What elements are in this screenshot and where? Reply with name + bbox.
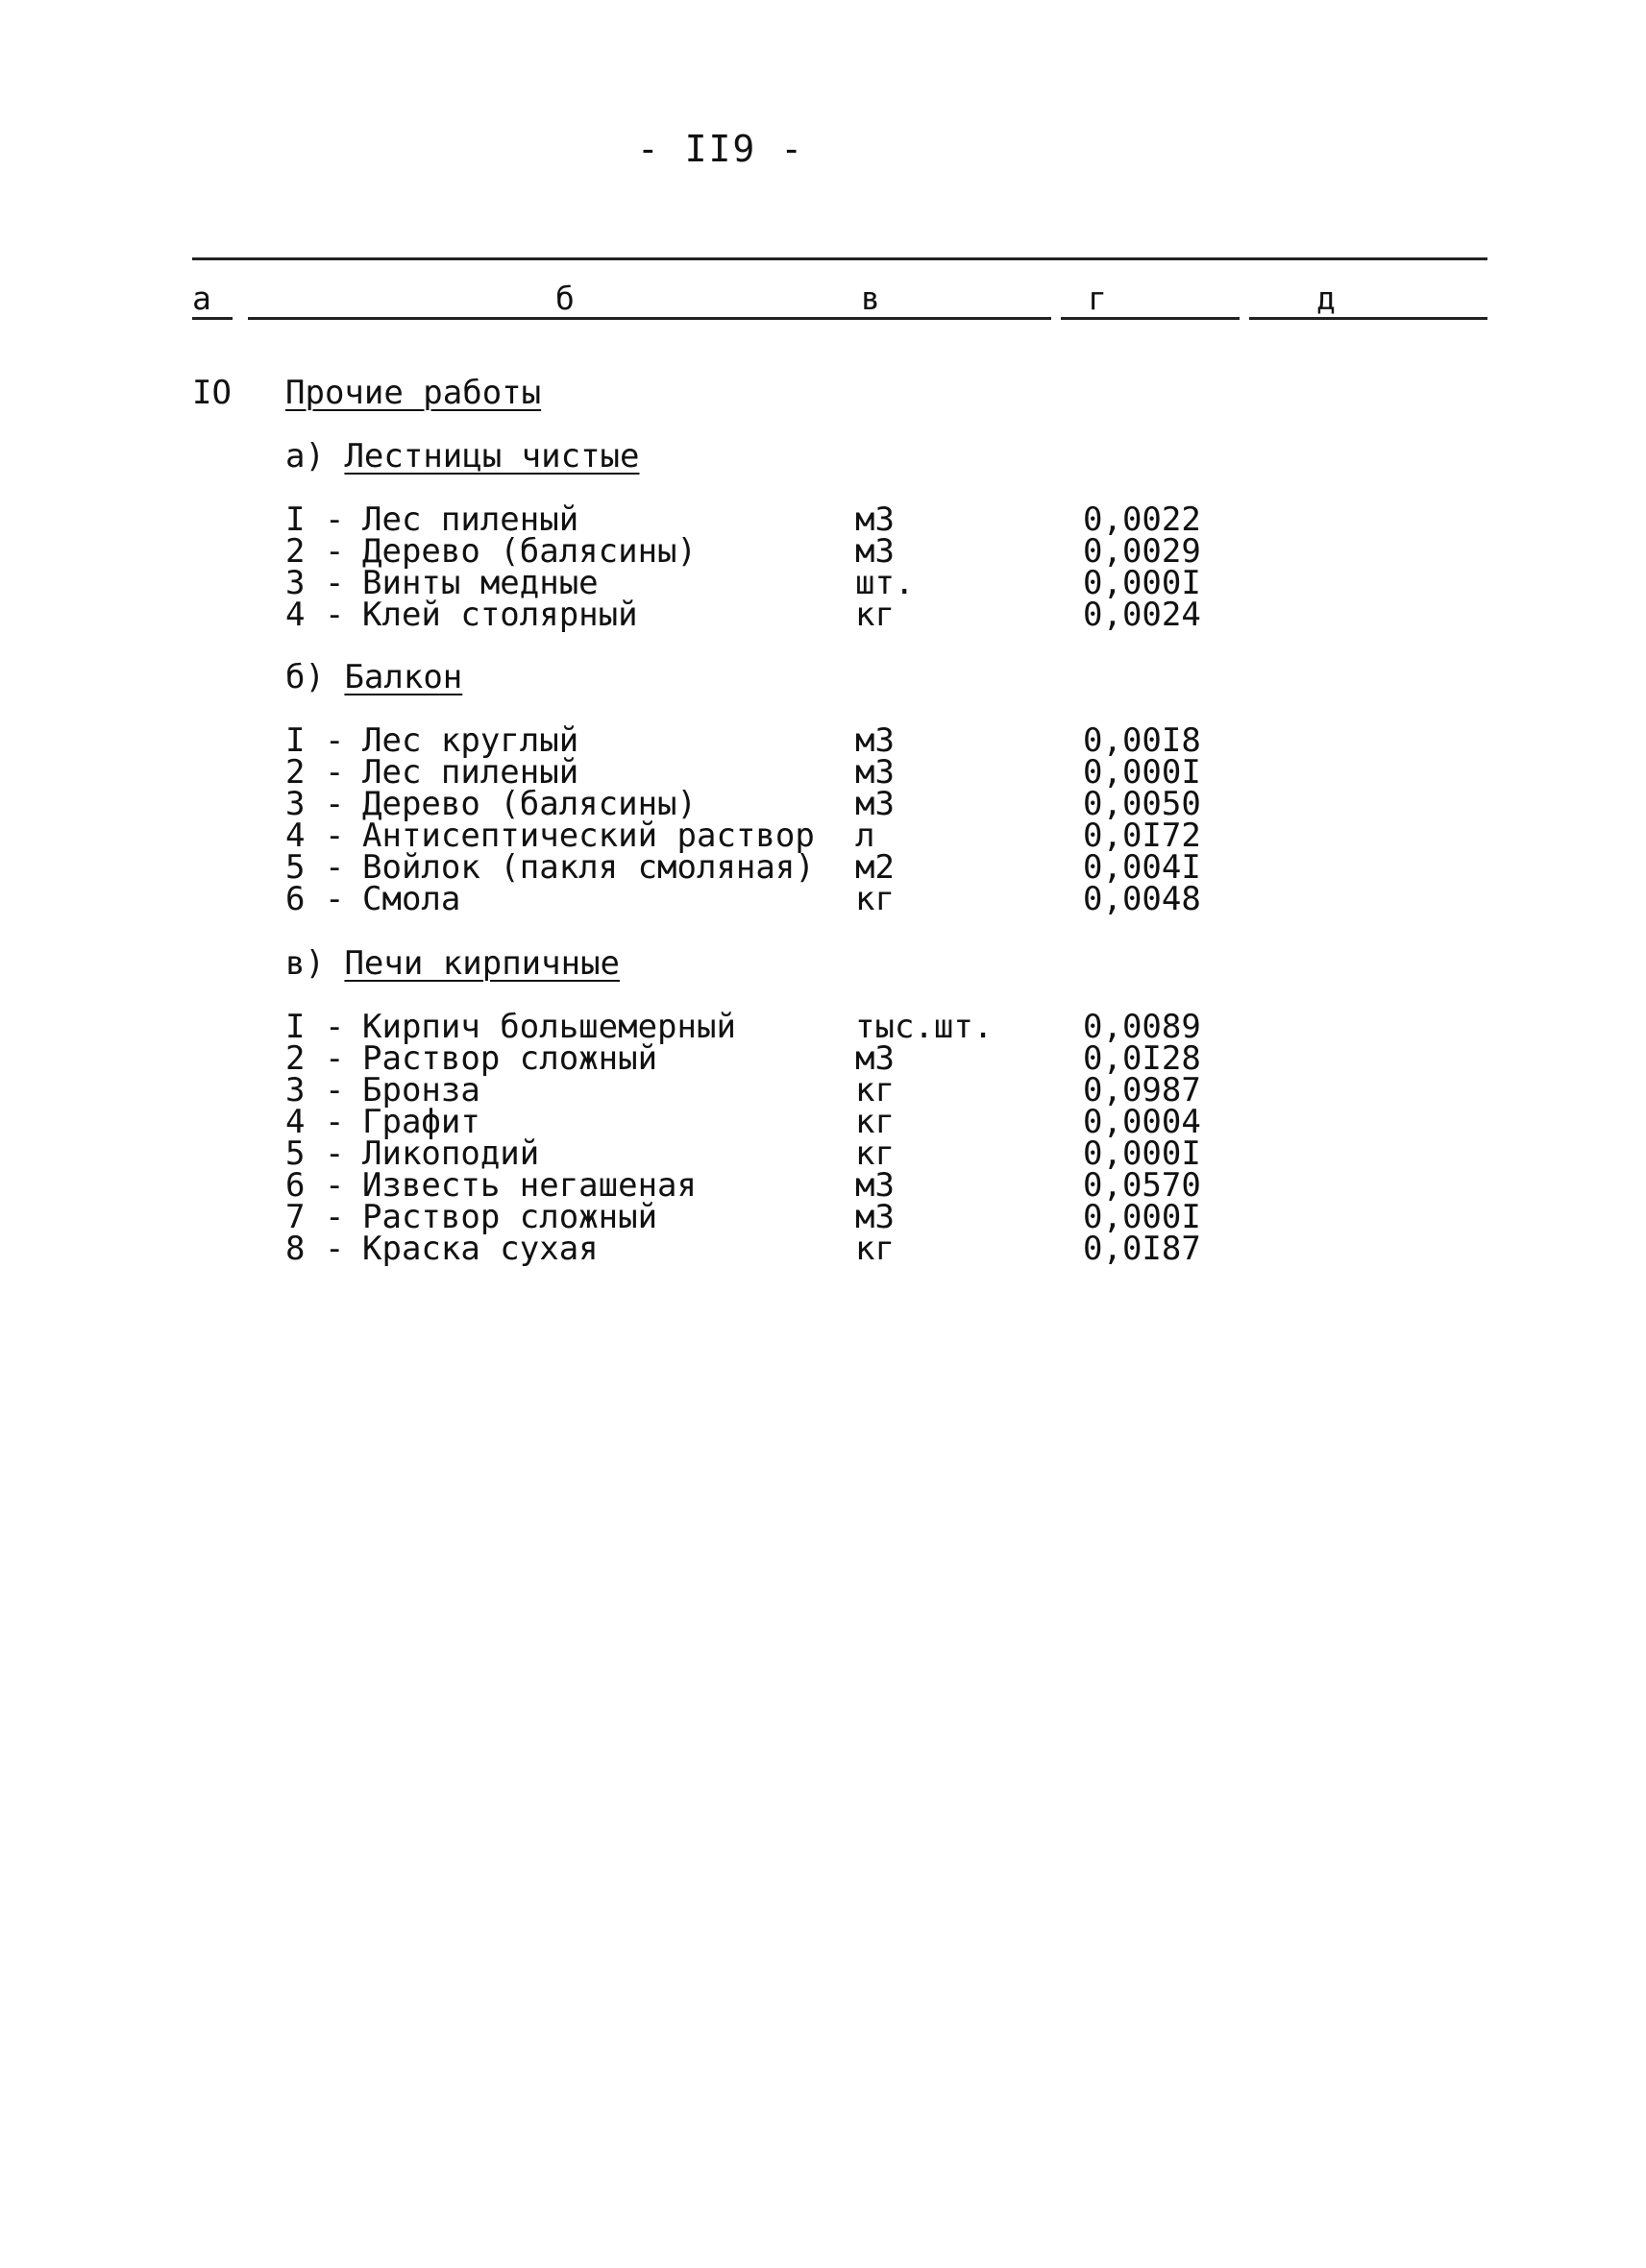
item-number: 2 - bbox=[285, 532, 345, 571]
top-rule bbox=[192, 257, 1487, 260]
group-title: Лестницы чистые bbox=[344, 437, 640, 476]
item-unit: л bbox=[855, 817, 875, 855]
item-unit: м3 bbox=[855, 1039, 895, 1078]
item-unit: кг bbox=[855, 1071, 895, 1110]
item-unit: кг bbox=[855, 1134, 895, 1173]
item-name: Винты медные bbox=[362, 564, 599, 602]
item-unit: м3 bbox=[855, 532, 895, 571]
page-number: - II9 - bbox=[636, 128, 805, 170]
group-title: Балкон bbox=[344, 658, 463, 696]
item-number: 6 - bbox=[285, 880, 345, 918]
item-quantity: 0,000I bbox=[1083, 1198, 1201, 1236]
item-unit: м3 bbox=[855, 785, 895, 823]
group-title: Печи кирпичные bbox=[344, 944, 621, 983]
item-number: 5 - bbox=[285, 1134, 345, 1173]
item-number: I - bbox=[285, 1008, 345, 1046]
item-name: Бронза bbox=[362, 1071, 480, 1110]
item-number: 4 - bbox=[285, 817, 345, 855]
column-header-v: в bbox=[861, 280, 880, 317]
item-quantity: 0,00I8 bbox=[1083, 721, 1201, 760]
item-unit: кг bbox=[855, 1103, 895, 1141]
list-item bbox=[285, 880, 1246, 918]
group-letter: в) bbox=[285, 944, 325, 983]
group-brick-stoves bbox=[285, 944, 1246, 1268]
section-number: IO bbox=[192, 374, 232, 412]
item-name: Клей столярный bbox=[362, 596, 638, 634]
item-unit: м3 bbox=[855, 500, 895, 539]
column-header-b: б bbox=[555, 280, 575, 317]
group-heading bbox=[285, 437, 1246, 476]
item-unit: м2 bbox=[855, 848, 895, 887]
item-quantity: 0,000I bbox=[1083, 564, 1201, 602]
item-quantity: 0,0I72 bbox=[1083, 817, 1201, 855]
item-number: 5 - bbox=[285, 848, 345, 887]
item-number: 6 - bbox=[285, 1166, 345, 1205]
item-name: Известь негашеная bbox=[362, 1166, 697, 1205]
item-quantity: 0,0089 bbox=[1083, 1008, 1201, 1046]
column-header-g-underline bbox=[1061, 317, 1240, 320]
group-heading bbox=[285, 944, 1246, 983]
list-item bbox=[285, 1230, 1246, 1268]
column-header-g: г bbox=[1088, 280, 1107, 317]
item-unit: кг bbox=[855, 880, 895, 918]
item-number: 3 - bbox=[285, 785, 345, 823]
item-name: Войлок (пакля смоляная) bbox=[362, 848, 815, 887]
group-stairs bbox=[285, 437, 1246, 634]
item-unit: шт. bbox=[855, 564, 915, 602]
item-quantity: 0,0987 bbox=[1083, 1071, 1201, 1110]
section-title: Прочие работы bbox=[285, 374, 542, 412]
item-number: I - bbox=[285, 721, 345, 760]
item-name: Раствор сложный bbox=[362, 1039, 658, 1078]
item-name: Дерево (балясины) bbox=[362, 785, 697, 823]
item-number: 4 - bbox=[285, 596, 345, 634]
item-unit: м3 bbox=[855, 1166, 895, 1205]
item-name: Краска сухая bbox=[362, 1230, 599, 1268]
item-number: I - bbox=[285, 500, 345, 539]
item-quantity: 0,0022 bbox=[1083, 500, 1201, 539]
item-quantity: 0,000I bbox=[1083, 753, 1201, 792]
item-quantity: 0,0I87 bbox=[1083, 1230, 1201, 1268]
column-header-row bbox=[192, 282, 1487, 321]
group-letter: а) bbox=[285, 437, 325, 476]
item-unit: м3 bbox=[855, 721, 895, 760]
item-name: Кирпич большемерный bbox=[362, 1008, 736, 1046]
item-number: 7 - bbox=[285, 1198, 345, 1236]
item-number: 4 - bbox=[285, 1103, 345, 1141]
column-header-d: д bbox=[1316, 280, 1336, 317]
group-balcony bbox=[285, 658, 1246, 918]
item-name: Графит bbox=[362, 1103, 480, 1141]
item-quantity: 0,0004 bbox=[1083, 1103, 1201, 1141]
item-number: 3 - bbox=[285, 564, 345, 602]
item-name: Антисептический раствор bbox=[362, 817, 815, 855]
item-name: Смола bbox=[362, 880, 461, 918]
item-unit: кг bbox=[855, 596, 895, 634]
item-name: Дерево (балясины) bbox=[362, 532, 697, 571]
column-header-a: а bbox=[192, 280, 211, 317]
item-number: 8 - bbox=[285, 1230, 345, 1268]
item-name: Ликоподий bbox=[362, 1134, 540, 1173]
item-name: Раствор сложный bbox=[362, 1198, 658, 1236]
item-name: Лес пиленый bbox=[362, 753, 579, 792]
column-header-v-underline bbox=[780, 317, 1051, 320]
item-unit: кг bbox=[855, 1230, 895, 1268]
item-unit: м3 bbox=[855, 1198, 895, 1236]
item-quantity: 0,000I bbox=[1083, 1134, 1201, 1173]
item-unit: м3 bbox=[855, 753, 895, 792]
item-quantity: 0,0I28 bbox=[1083, 1039, 1201, 1078]
item-number: 2 - bbox=[285, 1039, 345, 1078]
item-quantity: 0,0024 bbox=[1083, 596, 1201, 634]
group-letter: б) bbox=[285, 658, 325, 696]
item-name: Лес пиленый bbox=[362, 500, 579, 539]
item-number: 2 - bbox=[285, 753, 345, 792]
list-item bbox=[285, 596, 1246, 634]
item-number: 3 - bbox=[285, 1071, 345, 1110]
column-header-a-underline bbox=[192, 317, 233, 320]
item-quantity: 0,0029 bbox=[1083, 532, 1201, 571]
item-quantity: 0,0048 bbox=[1083, 880, 1201, 918]
group-heading bbox=[285, 658, 1246, 696]
item-quantity: 0,0050 bbox=[1083, 785, 1201, 823]
column-header-d-underline bbox=[1249, 317, 1487, 320]
item-quantity: 0,0570 bbox=[1083, 1166, 1201, 1205]
item-quantity: 0,004I bbox=[1083, 848, 1201, 887]
item-name: Лес круглый bbox=[362, 721, 579, 760]
item-unit: тыс.шт. bbox=[855, 1008, 994, 1046]
